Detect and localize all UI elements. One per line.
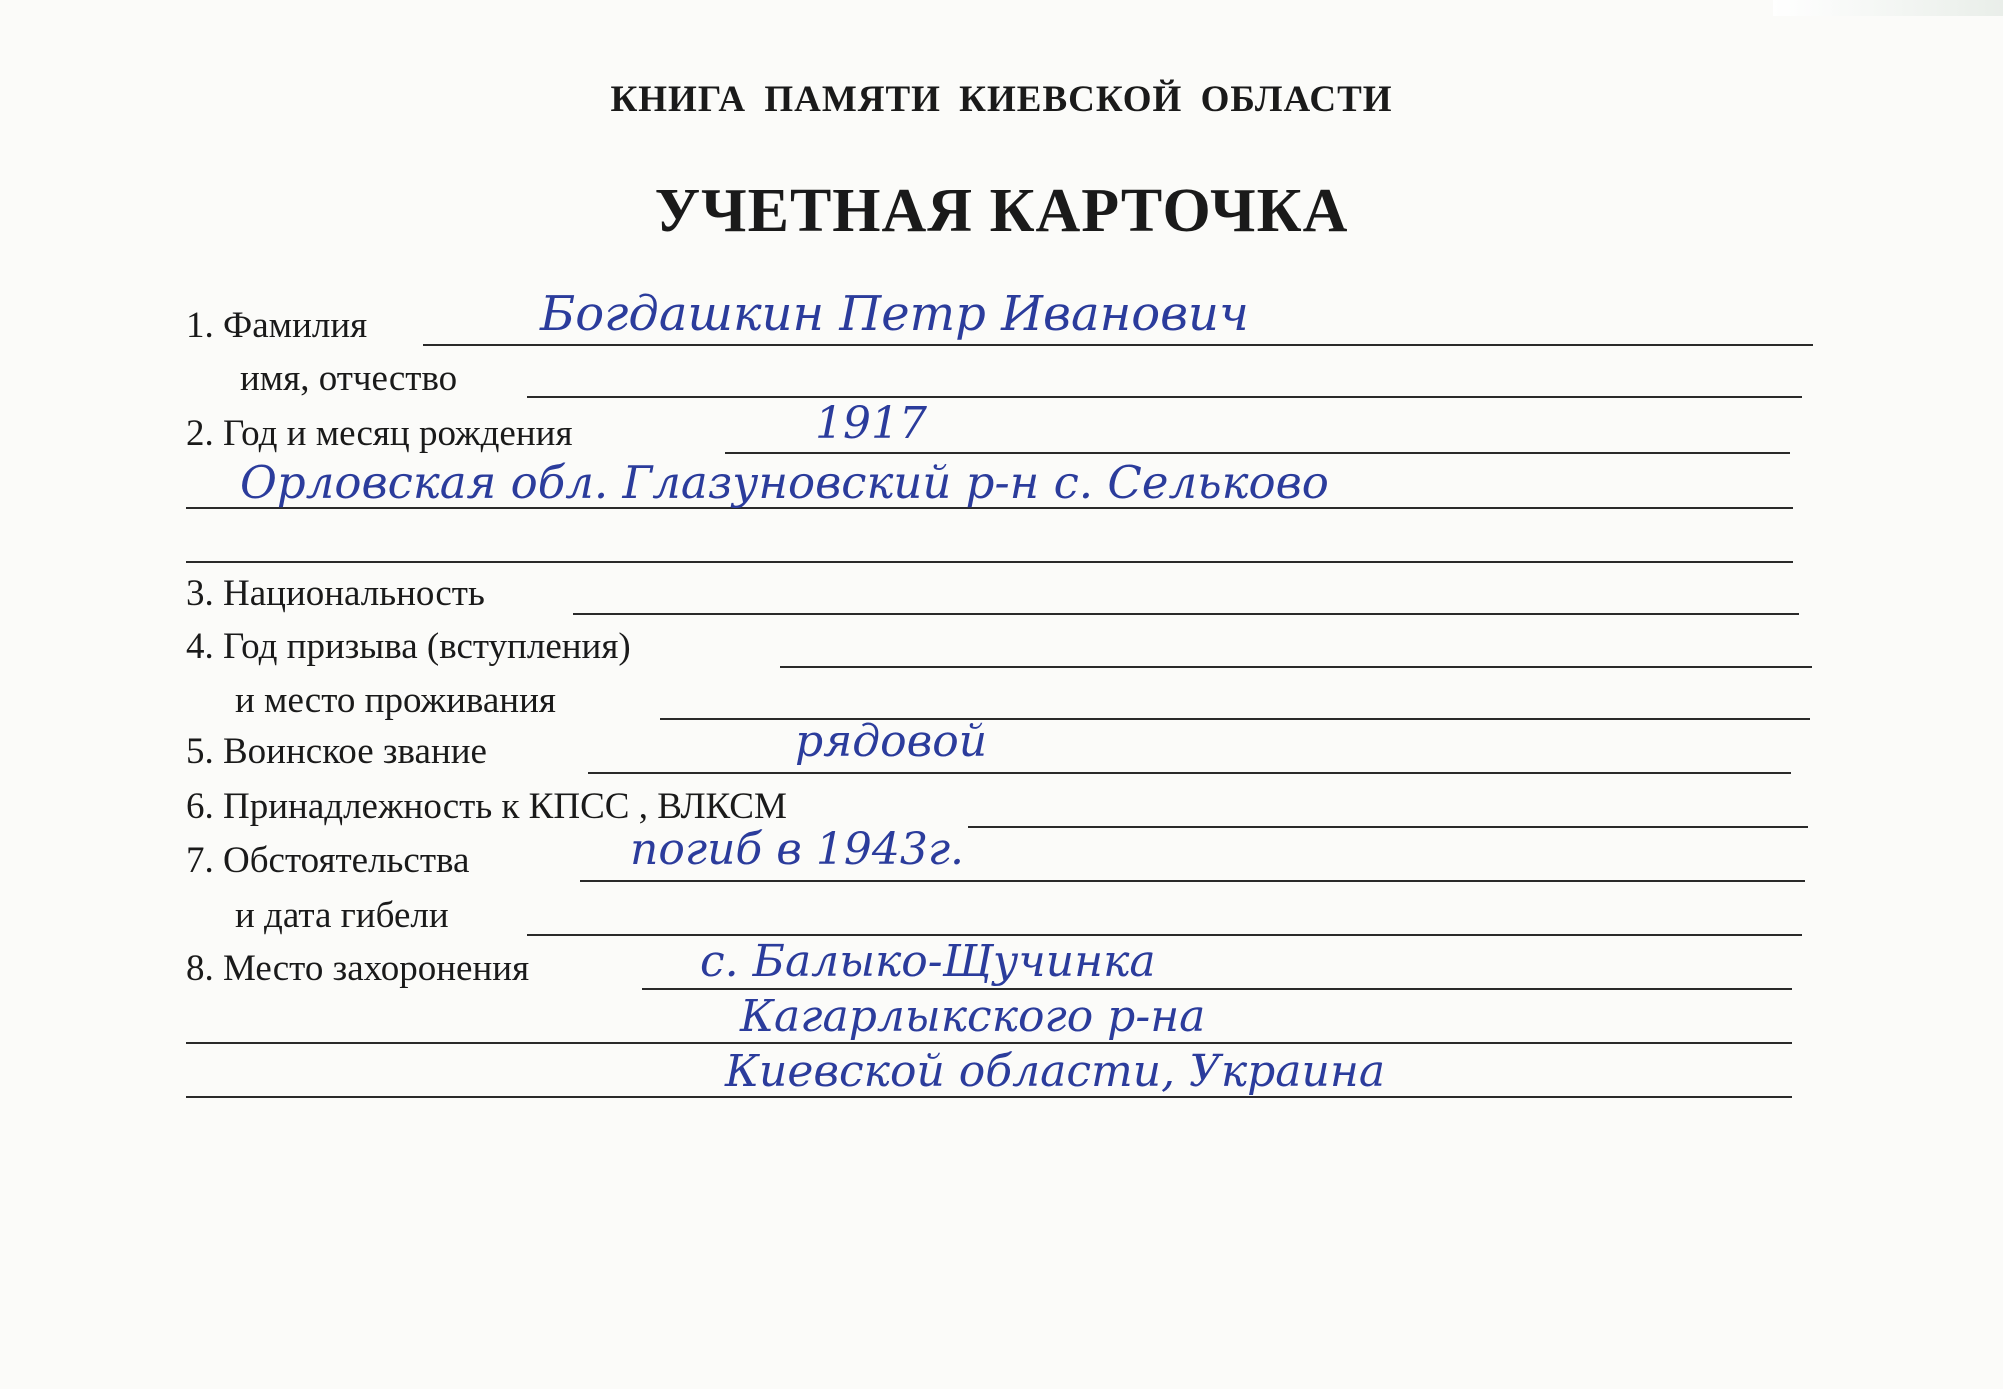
burial-label: 8. Место захоронения xyxy=(186,948,530,989)
rank-line xyxy=(588,772,1791,774)
party-line xyxy=(968,826,1808,828)
birth-label: 2. Год и месяц рождения xyxy=(186,413,573,454)
conscription-label: 4. Год призыва (вступления) xyxy=(186,626,631,667)
card-header: КНИГА ПАМЯТИ КИЕВСКОЙ ОБЛАСТИ xyxy=(610,79,1393,120)
burial-handwritten-3: Киевской области, Украина xyxy=(725,1046,1386,1097)
conscription-line xyxy=(780,666,1812,668)
burial-handwritten-1: с. Балыко-Щучинка xyxy=(700,936,1156,987)
rank-handwritten: рядовой xyxy=(795,716,988,767)
rank-label: 5. Воинское звание xyxy=(186,731,487,772)
surname-label: 1. Фамилия xyxy=(186,305,368,346)
nationality-label: 3. Национальность xyxy=(186,573,485,614)
surname-line xyxy=(423,344,1813,346)
circumstances-label: 7. Обстоятельства xyxy=(186,840,470,881)
party-label: 6. Принадлежность к КПСС , ВЛКСМ xyxy=(186,786,787,827)
burial-line-2 xyxy=(186,1042,1792,1044)
residence-label: и место проживания xyxy=(235,680,556,721)
birth-year-handwritten: 1917 xyxy=(815,398,927,449)
scan-corner-shadow xyxy=(1773,0,2003,16)
name-line xyxy=(527,396,1802,398)
burial-handwritten-2: Кагарлыкского р-на xyxy=(740,991,1206,1042)
burial-line-1 xyxy=(642,988,1792,990)
name-label: имя, отчество xyxy=(240,358,458,399)
card-title: УЧЕТНАЯ КАРТОЧКА xyxy=(654,177,1349,245)
blank-line xyxy=(186,561,1793,563)
full-name-handwritten: Богдашкин Петр Иванович xyxy=(540,286,1249,342)
death-date-label: и дата гибели xyxy=(235,895,449,936)
circumstances-line xyxy=(580,880,1805,882)
birth-line xyxy=(725,452,1790,454)
nationality-line xyxy=(573,613,1799,615)
birth-place-handwritten: Орловская обл. Глазуновский р-н с. Сельково xyxy=(240,456,1329,509)
circumstances-handwritten: погиб в 1943г. xyxy=(630,824,965,875)
